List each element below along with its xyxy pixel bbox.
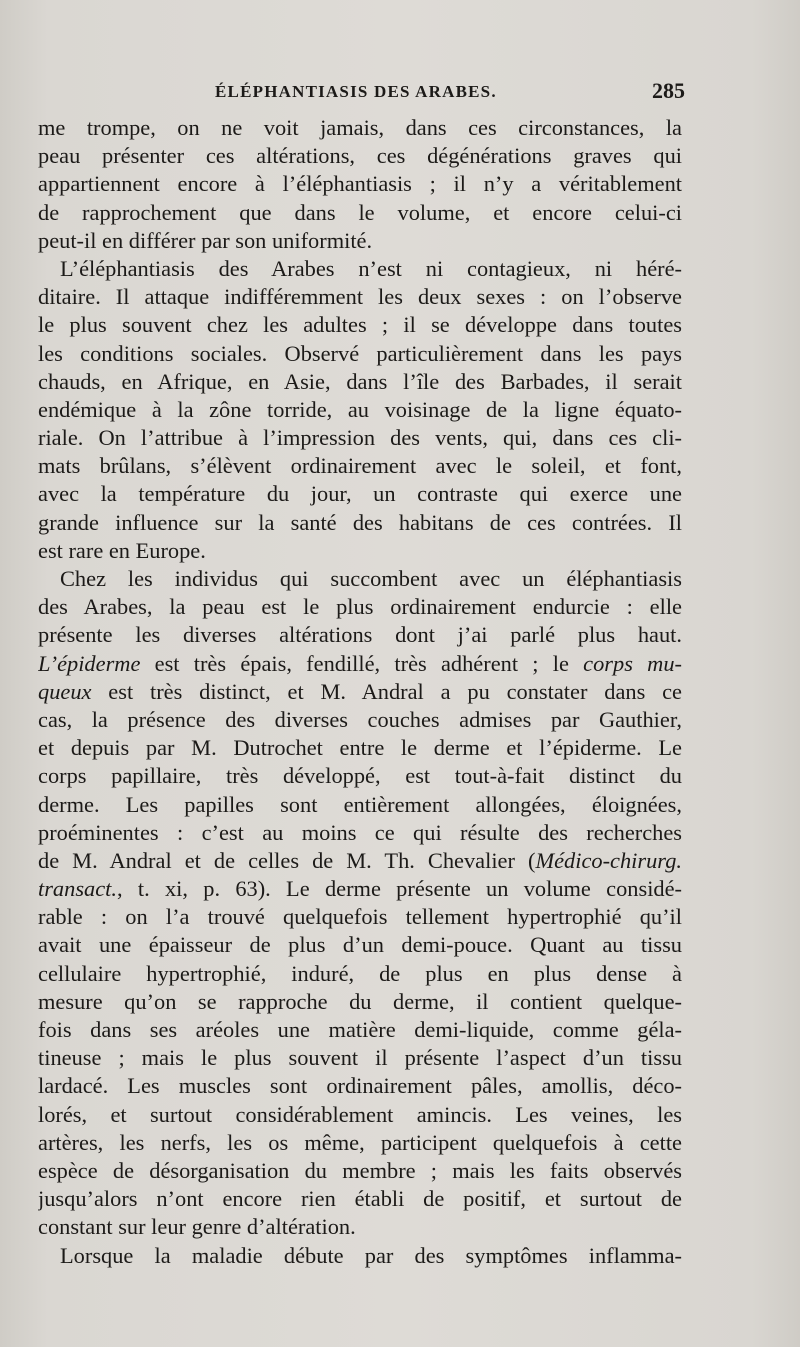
text-line: chauds, en Afrique, en Asie, dans l’île des Barbades, il serait	[38, 368, 682, 394]
text-line: présente les diverses altérations dont j’ai parlé plus haut.	[38, 622, 682, 648]
text-line: rable : on l’a trouvé quelquefois tellement hypertrophié qu’il	[38, 904, 682, 930]
text-line: avec la température du jour, un contraste qui exerce une	[38, 481, 682, 507]
text-line: jusqu’alors n’ont encore rien établi de positif, et surtout de	[38, 1186, 682, 1212]
text-line: espèce de désorganisation du membre ; mais les faits observés	[38, 1157, 682, 1183]
text-line: Chez les individus qui succombent avec un éléphantiasis	[60, 566, 682, 591]
text-line: les conditions sociales. Observé particulièrement dans les pays	[38, 340, 682, 366]
text-line: me trompe, on ne voit jamais, dans ces circonstances, la	[38, 115, 682, 140]
text-run: de M. Andral et de celles de M. Th. Chevalier (	[38, 847, 536, 873]
text-line: mats brûlans, s’élèvent ordinairement avec le soleil, et font,	[38, 453, 682, 479]
text-line	[38, 875, 682, 903]
italic-term: L’épiderme	[38, 650, 141, 676]
text-line: peau présenter ces altérations, ces dégénérations graves qui	[38, 143, 682, 169]
body-text	[38, 114, 682, 1270]
text-line: fois dans ses aréoles une matière demi-liquide, comme géla-	[38, 1017, 682, 1042]
text-line: avait une épaisseur de plus d’un demi-pouce. Quant au tissu	[38, 932, 682, 958]
page-header	[40, 78, 685, 108]
text-line: peut-il en différer par son uniformité.	[38, 227, 373, 253]
text-line: L’éléphantiasis des Arabes n’est ni contagieux, ni héré-	[60, 255, 682, 281]
text-line: lardacé. Les muscles sont ordinairement pâles, amollis, déco-	[38, 1073, 682, 1099]
text-line: des Arabes, la peau est le plus ordinairement endurcie : elle	[38, 594, 682, 620]
text-line: appartiennent encore à l’éléphantiasis ; il n’y a véritablement	[38, 171, 682, 197]
text-run: , t. xi, p. 63). Le derme présente un volume considé-	[117, 876, 682, 902]
text-line: grande influence sur la santé des habitans de ces contrées. Il	[38, 509, 682, 535]
italic-term: queux	[38, 678, 92, 704]
text-line: corps papillaire, très développé, est tout-à-fait distinct du	[38, 763, 682, 789]
text-line: lorés, et surtout considérablement amincis. Les veines, les	[38, 1101, 682, 1127]
running-title: ÉLÉPHANTIASIS DES ARABES.	[215, 82, 497, 101]
text-line	[38, 847, 682, 875]
text-line: Lorsque la maladie débute par des symptômes inflamma-	[60, 1242, 682, 1268]
text-line: derme. Les papilles sont entièrement allongées, éloignées,	[38, 791, 682, 817]
text-line: est rare en Europe.	[38, 537, 206, 563]
text-line: cas, la présence des diverses couches admises par Gauthier,	[38, 706, 682, 732]
text-line: riale. On l’attribue à l’impression des vents, qui, dans ces cli-	[38, 425, 682, 451]
text-line: le plus souvent chez les adultes ; il se développe dans toutes	[38, 312, 682, 338]
page-number: 285	[652, 78, 685, 103]
italic-term: corps mu-	[583, 650, 682, 676]
text-line: ditaire. Il attaque indifféremment les deux sexes : on l’observe	[38, 284, 682, 310]
text-run: est très distinct, et M. Andral a pu constater dans ce	[91, 678, 682, 704]
text-line: constant sur leur genre d’altération.	[38, 1214, 356, 1240]
text-line: tineuse ; mais le plus souvent il présente l’aspect d’un tissu	[38, 1045, 682, 1071]
text-line: de rapprochement que dans le volume, et encore celui-ci	[38, 199, 682, 225]
text-line: mesure qu’on se rapproche du derme, il contient quelque-	[38, 988, 682, 1014]
text-run: est très épais, fendillé, très adhérent ; le	[140, 650, 584, 676]
text-line	[38, 650, 682, 678]
italic-term: transact.	[38, 876, 117, 902]
italic-term: Médico-chirurg.	[535, 847, 682, 873]
text-line: endémique à la zône torride, au voisinage de la ligne équato-	[38, 396, 682, 422]
text-line	[38, 678, 682, 706]
text-line: et depuis par M. Dutrochet entre le derme et l’épiderme. Le	[38, 735, 682, 761]
text-line: artères, les nerfs, les os même, participent quelquefois à cette	[38, 1129, 682, 1155]
text-line: cellulaire hypertrophié, induré, de plus en plus dense à	[38, 960, 682, 986]
text-line: proéminentes : c’est au moins ce qui résulte des recherches	[38, 819, 682, 845]
